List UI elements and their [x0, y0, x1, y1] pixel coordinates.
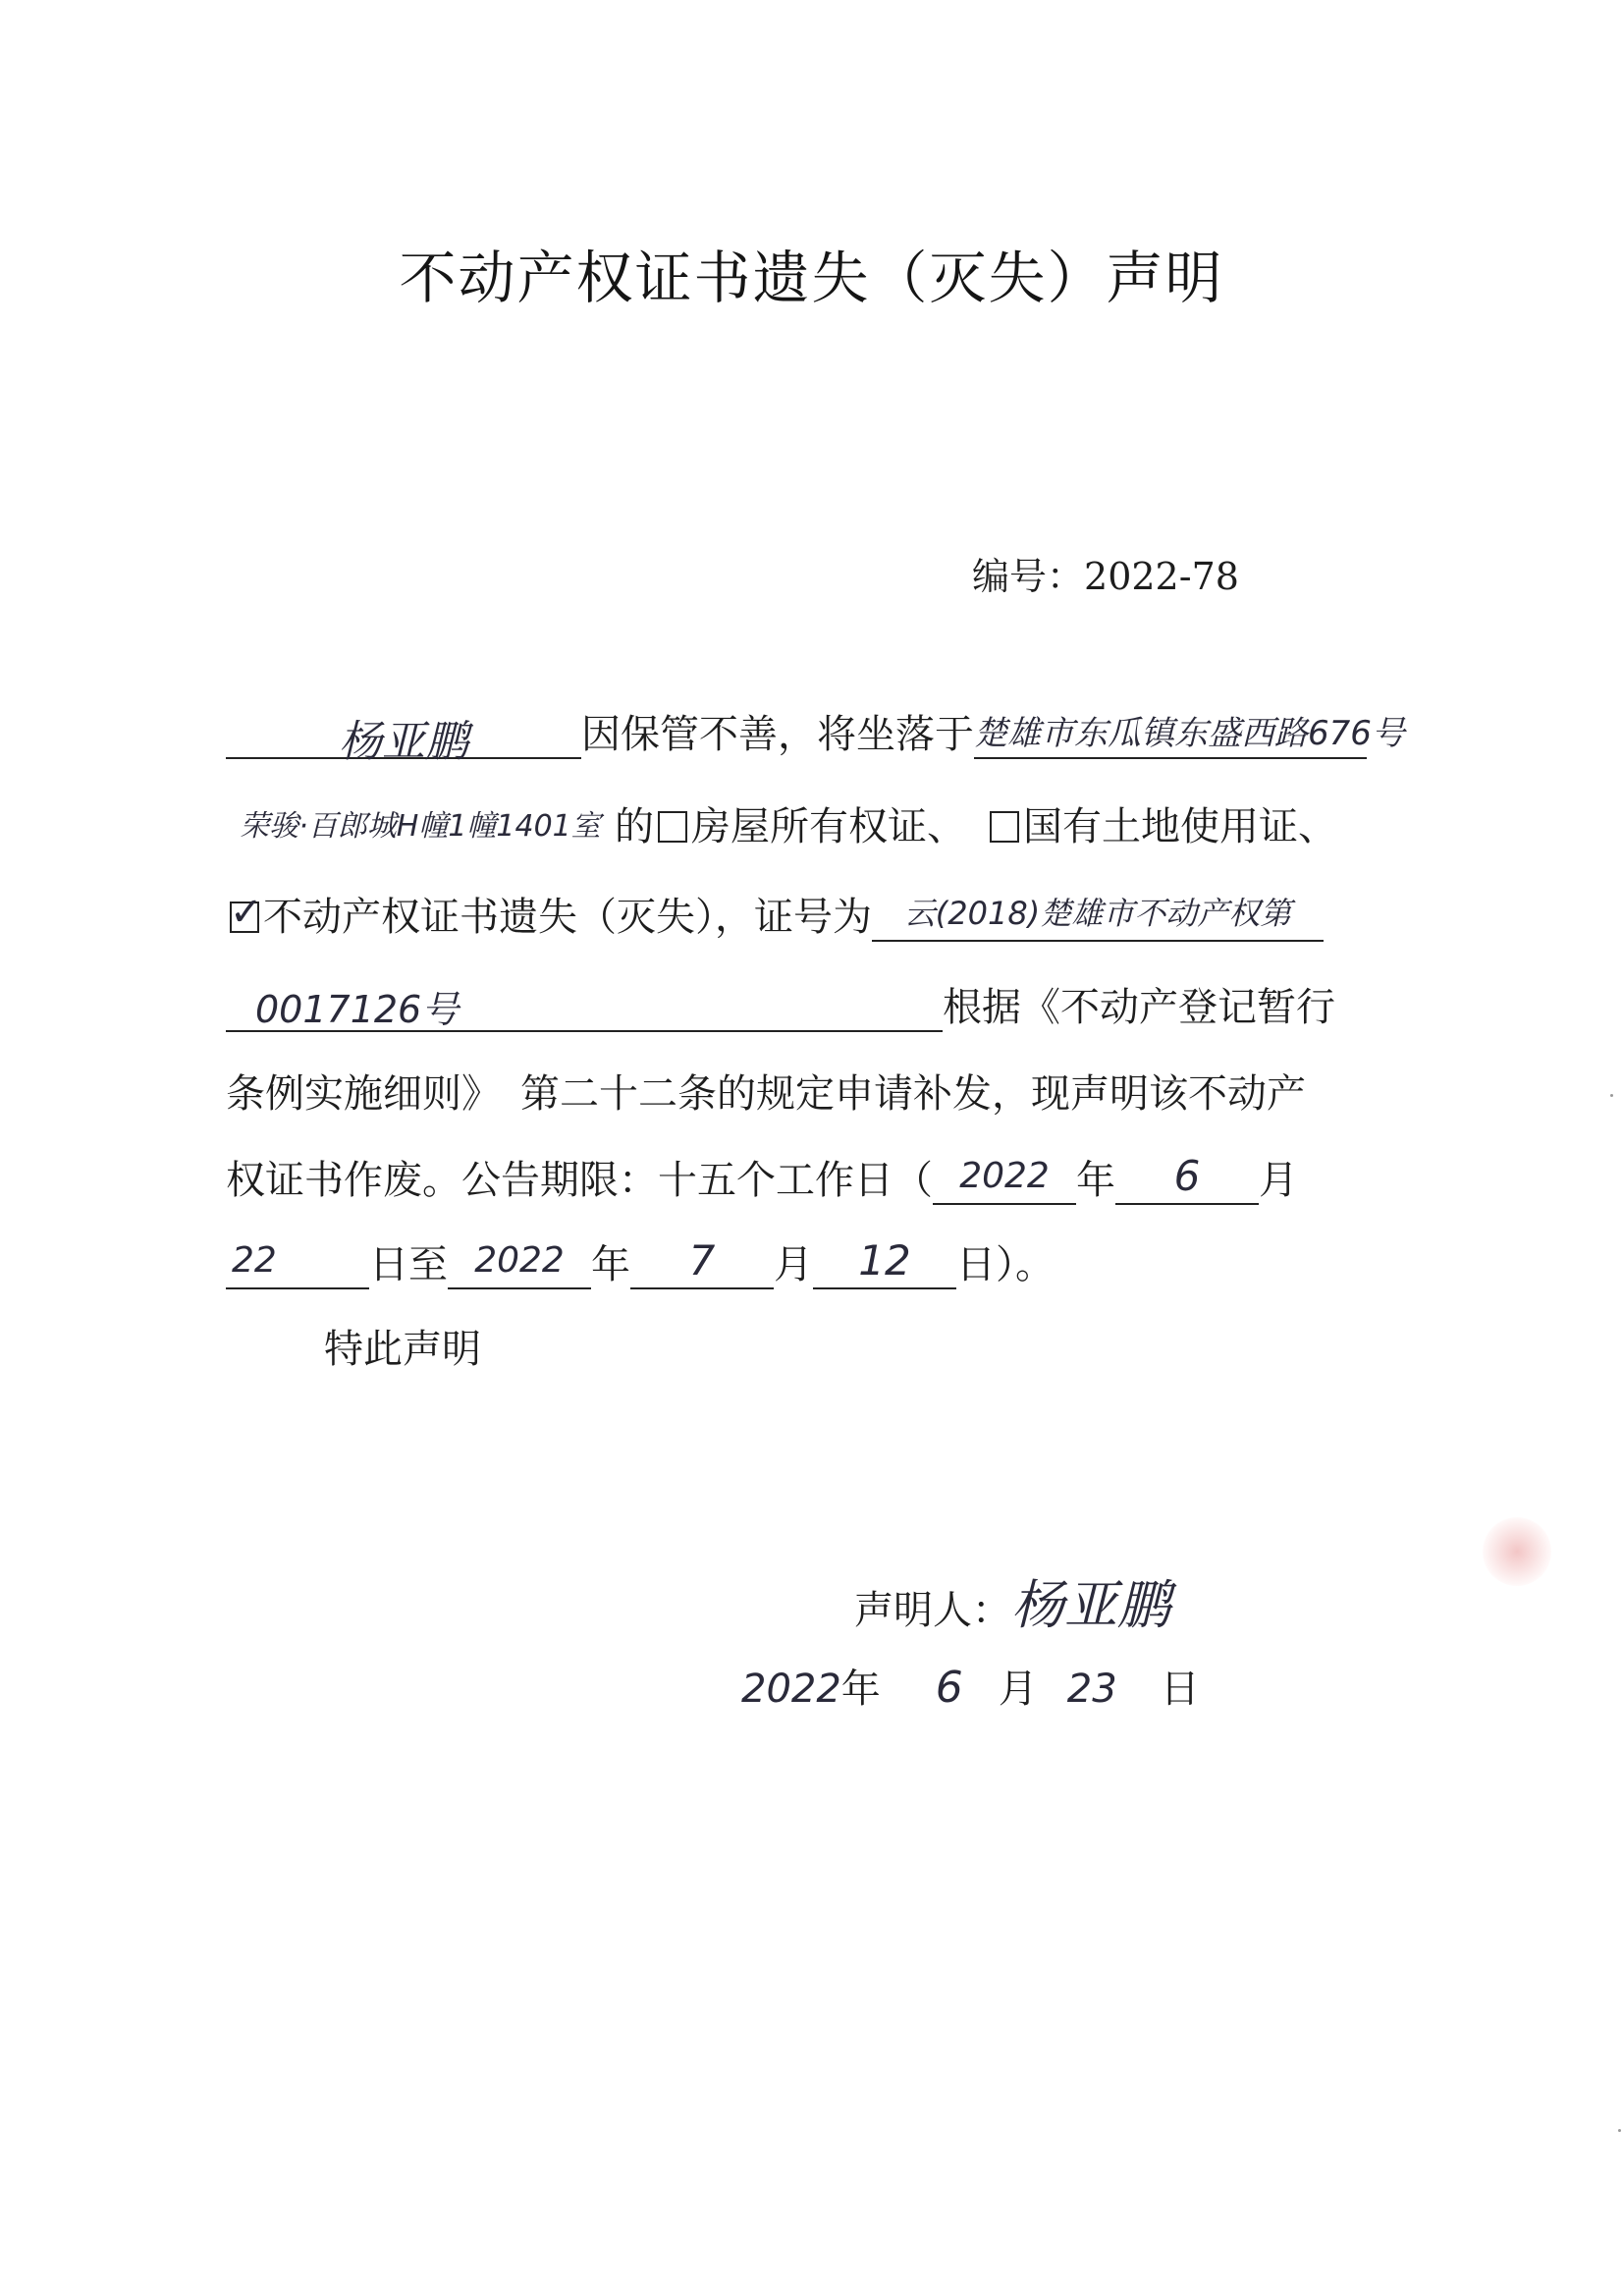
house-checkbox — [658, 811, 687, 843]
address-field-2 — [226, 800, 615, 851]
end-day: 12 — [858, 1236, 911, 1285]
end-day-field — [813, 1236, 956, 1289]
sign-day: 23 — [1066, 1667, 1117, 1712]
start-year: 2022 — [959, 1156, 1050, 1196]
sign-date-row — [741, 1658, 1200, 1714]
paragraph-line-4 — [226, 976, 1335, 1032]
paragraph-line-6 — [226, 1149, 1298, 1205]
scan-speck — [1610, 1094, 1613, 1097]
address-field-1 — [974, 706, 1405, 759]
start-day-field — [226, 1236, 369, 1289]
text-basis: 根据《不动产登记暂行 — [943, 985, 1335, 1030]
sign-year: 2022 — [741, 1667, 841, 1712]
document-title: 不动产权证书遗失（灭失）声明 — [399, 245, 1224, 311]
address-line-1: 楚雄市东瓜镇东盛西路676号 — [974, 714, 1405, 753]
start-month: 6 — [1173, 1152, 1201, 1200]
option-house: 房屋所有权证、 — [691, 804, 947, 849]
text-of: 的 — [615, 804, 654, 849]
cert-no-part-2: 0017126号 — [255, 988, 460, 1031]
document-number-value: 2022-78 — [1084, 555, 1239, 598]
end-year-field — [448, 1236, 591, 1289]
paragraph-line-5: 条例实施细则》 第二十二条的规定申请补发，现声明该不动产 — [226, 1071, 1306, 1117]
realty-checkbox — [230, 890, 263, 935]
sign-month: 6 — [935, 1663, 963, 1713]
document-number — [972, 546, 1239, 600]
option-land: 国有土地使用证、 — [1023, 804, 1337, 849]
fingerprint-mark — [1483, 1517, 1551, 1586]
closing-statement: 特此声明 — [324, 1327, 481, 1372]
year-char-2: 年 — [591, 1242, 630, 1287]
holder-name-field — [226, 706, 581, 767]
end-month: 7 — [688, 1236, 716, 1285]
text-cause: 因保管不善，将坐落于 — [581, 712, 974, 757]
sign-month-char: 月 — [998, 1667, 1038, 1712]
paragraph-line-2 — [226, 795, 1337, 851]
start-day: 22 — [232, 1240, 277, 1281]
end-year: 2022 — [474, 1240, 565, 1281]
sign-day-char: 日 — [1160, 1667, 1200, 1712]
day-to: 日至 — [369, 1242, 448, 1287]
document-number-label: 编号： — [972, 555, 1085, 598]
month-char-2: 月 — [774, 1242, 813, 1287]
month-char-1: 月 — [1259, 1158, 1298, 1203]
scan-speck — [1618, 2129, 1621, 2132]
cert-no-part-1: 云(2018)楚雄市不动产权第 — [903, 895, 1292, 932]
paragraph-line-3 — [226, 886, 1324, 942]
land-checkbox — [990, 811, 1019, 843]
paragraph-line-1 — [226, 703, 1405, 767]
paragraph-line-7 — [226, 1233, 1055, 1289]
start-month-field — [1115, 1152, 1259, 1205]
end-month-field — [630, 1236, 774, 1289]
address-line-2: 荣骏·百郎城H幢1幢1401室 — [240, 809, 601, 844]
option-realty: 不动产权证书遗失（灭失），证号为 — [263, 895, 872, 940]
year-char-1: 年 — [1076, 1158, 1115, 1203]
declarant-label: 声明人： — [854, 1588, 1011, 1633]
declarant-row — [854, 1563, 1170, 1639]
cert-no-field-1 — [872, 889, 1324, 942]
day-end: 日）。 — [956, 1242, 1055, 1287]
sign-year-char: 年 — [840, 1667, 881, 1712]
checkmark-icon: ✓ — [230, 890, 263, 935]
declarant-signature: 杨亚鹏 — [1011, 1574, 1170, 1636]
cert-no-field-2 — [226, 979, 943, 1032]
start-year-field — [933, 1152, 1076, 1205]
holder-name: 杨亚鹏 — [339, 717, 468, 767]
text-void: 权证书作废。公告期限：十五个工作日（ — [226, 1158, 933, 1203]
